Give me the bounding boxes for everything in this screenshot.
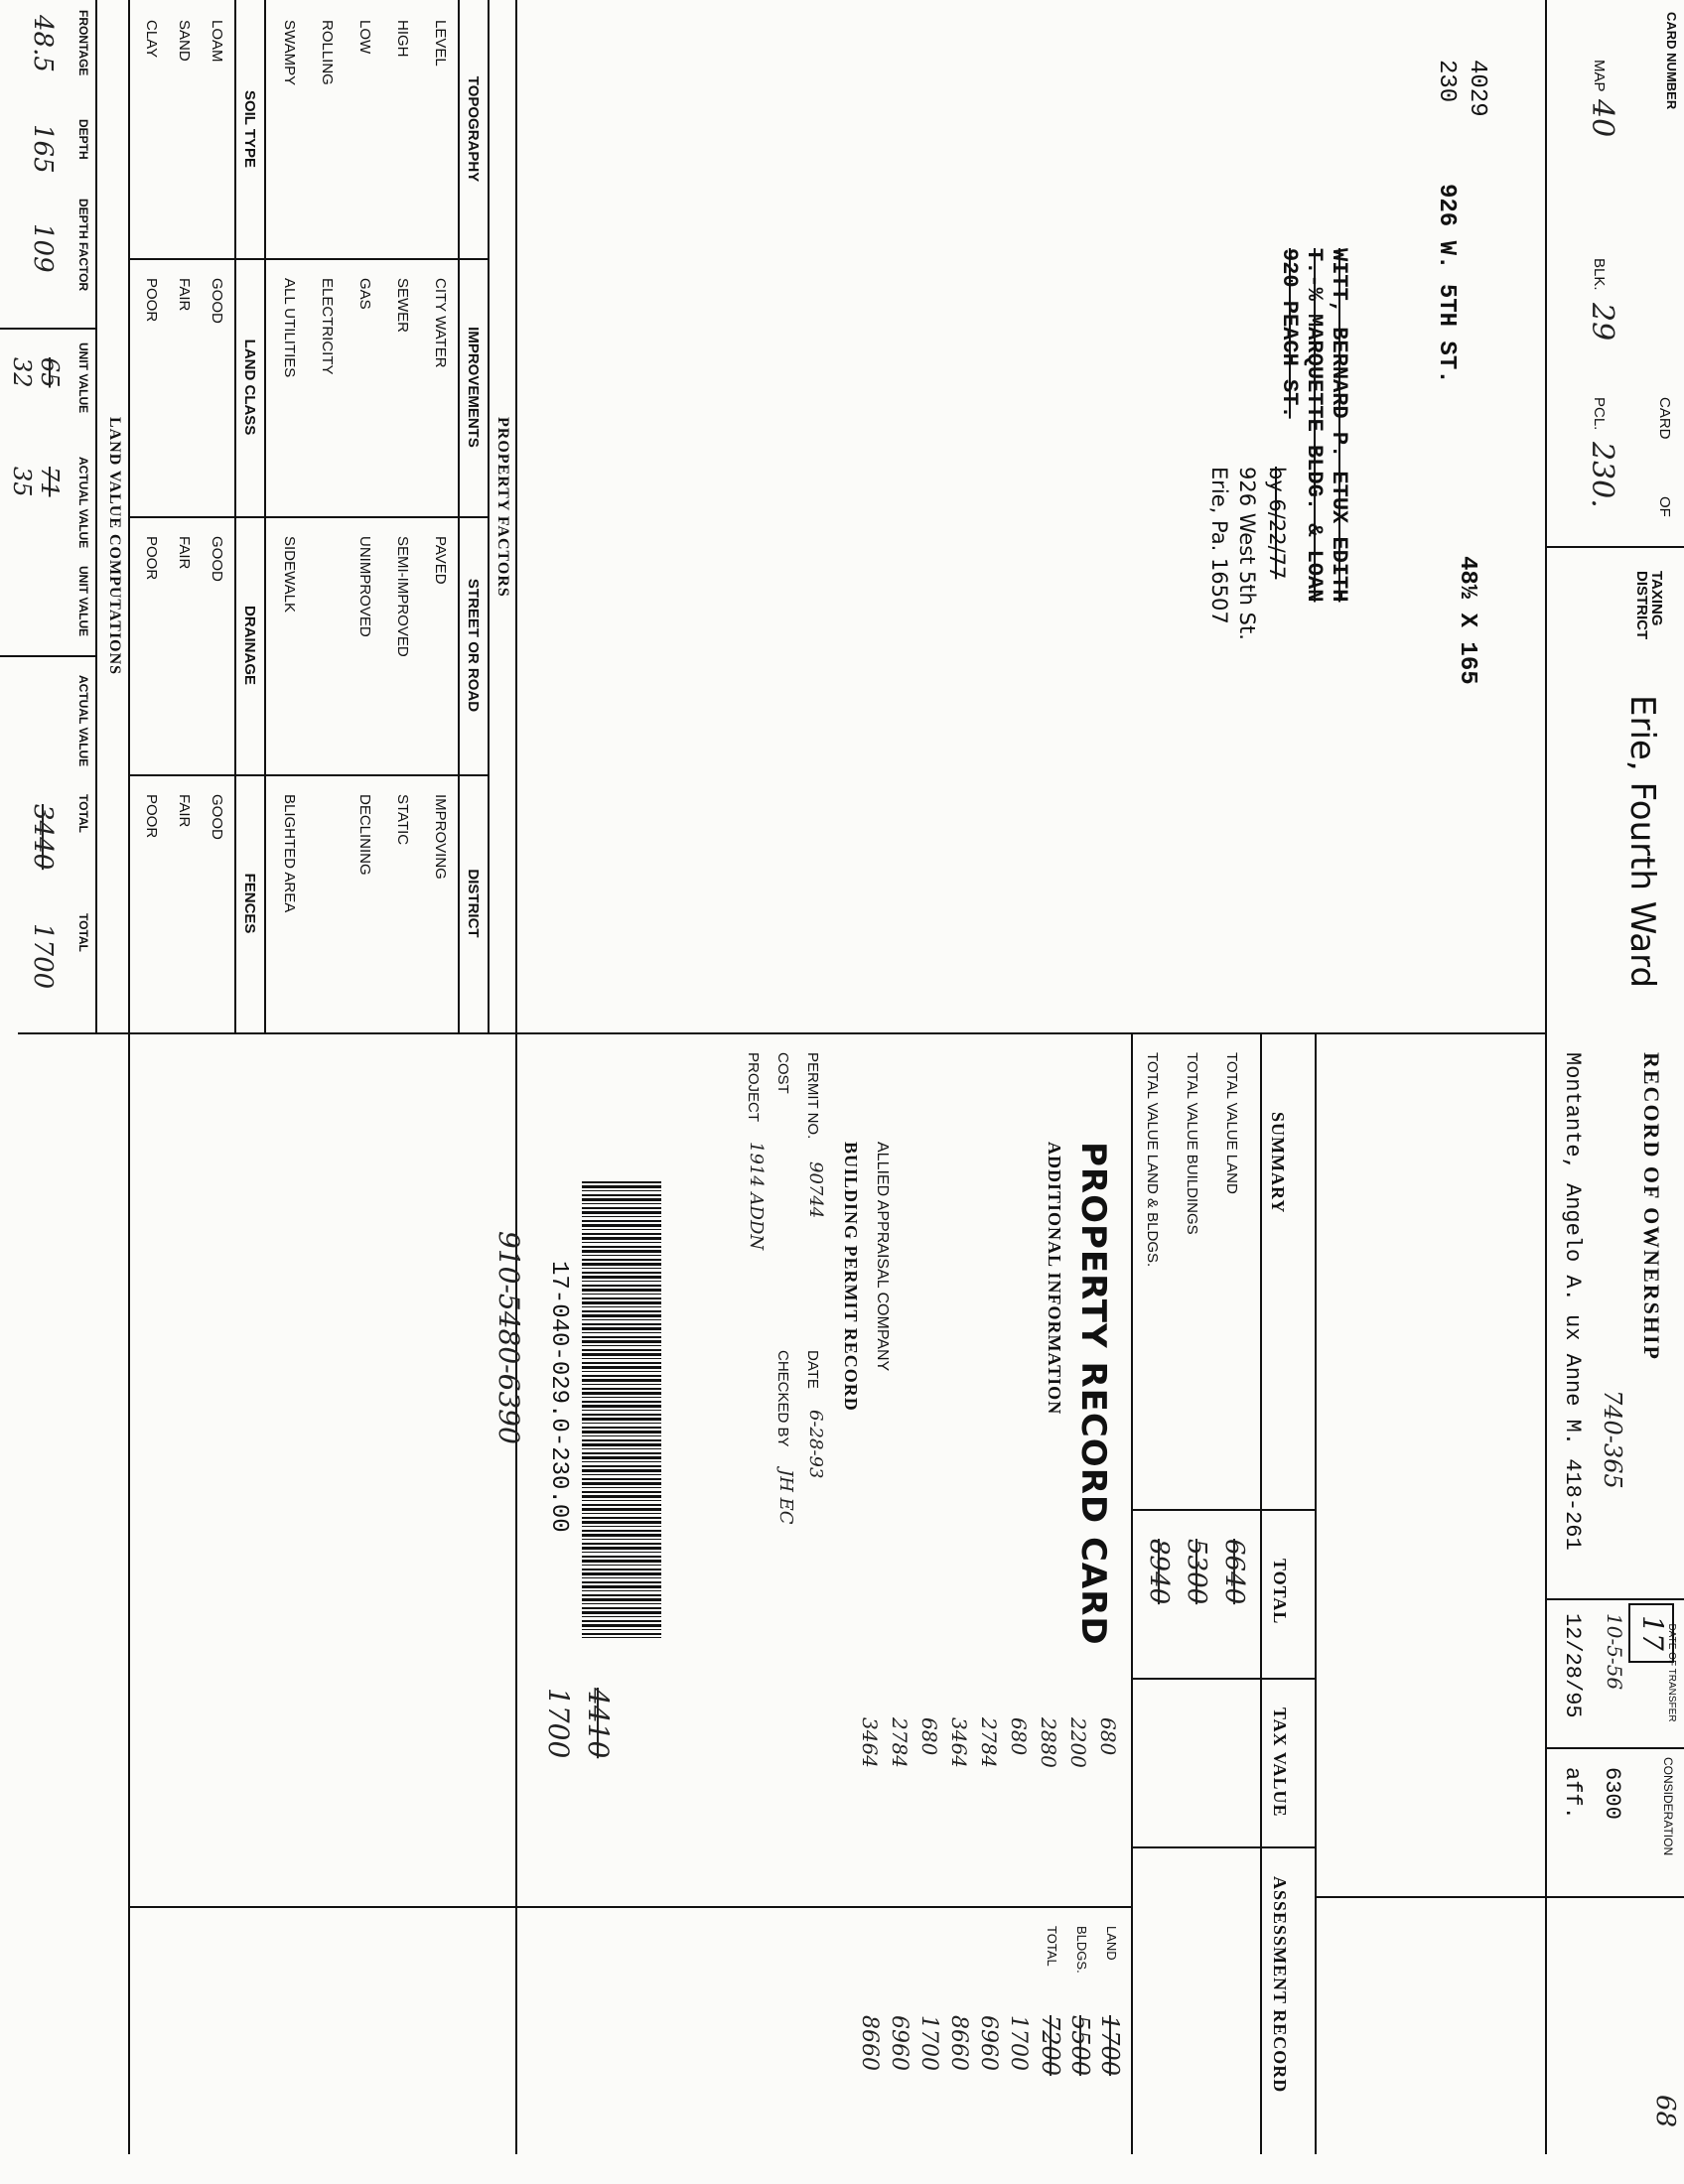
- summary-col-rule: [1133, 1509, 1317, 1511]
- drainage-good: GOOD: [209, 536, 225, 582]
- summary-title: SUMMARY: [1268, 1112, 1288, 1214]
- fences-good: GOOD: [209, 794, 225, 840]
- lv-header-unit-value-2: UNIT VALUE: [76, 566, 90, 637]
- taxing-district-label: TAXING DISTRICT: [1633, 571, 1665, 640]
- checked-by-label: CHECKED BY: [774, 1350, 791, 1447]
- fences-fair: FAIR: [176, 794, 193, 828]
- soil-clay: CLAY: [143, 20, 160, 59]
- lv-header-actual-value-1: ACTUAL VALUE: [76, 457, 90, 549]
- lot-dimensions: 48½ X 165: [1454, 556, 1480, 685]
- assess-label-bldgs: BLDGS.: [1074, 1926, 1089, 1974]
- imp-all-utilities: ALL UTILITIES: [281, 278, 298, 378]
- assess-struck-1: 1700: [1096, 2015, 1124, 2077]
- ownership-title: RECORD OF OWNERSHIP: [1639, 1052, 1664, 1361]
- lv-header-unit-value-1: UNIT VALUE: [76, 342, 90, 414]
- imp-gas: GAS: [356, 278, 373, 310]
- barcode: [582, 1181, 661, 1638]
- soil-loam: LOAM: [209, 20, 225, 63]
- card-label: CARD: [1656, 397, 1673, 440]
- land-class-header: LAND CLASS: [241, 339, 258, 436]
- topo-swampy: SWAMPY: [281, 20, 298, 86]
- consideration-1: 6300: [1600, 1767, 1624, 1820]
- summary-bldgs-struck: 5300: [1182, 1539, 1211, 1605]
- permit-title: BUILDING PERMIT RECORD: [841, 1142, 861, 1412]
- prior-owner-1: WITT, BERNARD P. ETUX EDITH: [1327, 248, 1351, 603]
- street-semi-improved: SEMI-IMPROVED: [394, 536, 411, 657]
- lv-unit-value-2: 32: [8, 357, 36, 388]
- lv-actual-value-2: 35: [8, 467, 36, 497]
- transfer-date-2: 12/28/95: [1560, 1613, 1585, 1718]
- tax-value-3: 2880: [1037, 1717, 1060, 1768]
- street-unimproved: UNIMPROVED: [356, 536, 373, 637]
- permit-top-rule: [515, 1032, 517, 2154]
- drainage-header: DRAINAGE: [241, 605, 258, 685]
- ownership-consideration-rule: [1547, 1747, 1684, 1749]
- imp-electricity: ELECTRICITY: [319, 278, 336, 375]
- assess-value-bldgs-1: 6960: [976, 2015, 1001, 2071]
- lv-header-depth: DEPTH: [76, 119, 90, 160]
- summary-row-buildings: TOTAL VALUE BUILDINGS: [1184, 1052, 1200, 1235]
- date-value: 6-28-93: [805, 1410, 826, 1479]
- new-note-3: Erie, Pa. 16507: [1207, 467, 1231, 624]
- corner-number: 68: [1650, 2095, 1680, 2128]
- land-class-fair: FAIR: [176, 278, 193, 312]
- blk-value: 29: [1585, 303, 1619, 341]
- parcel-line-2: 230: [1433, 60, 1460, 103]
- lv-total-old: 3440: [28, 804, 58, 871]
- prior-owner-2: T.-% MARQUETTE BLDG. & LOAN: [1302, 248, 1327, 603]
- assess-value-land-2: 1700: [916, 2015, 941, 2071]
- lv-total-new: 1700: [28, 923, 58, 990]
- barcode-text: 17-040-029.0-230.00: [545, 1261, 572, 1533]
- soil-type-header: SOIL TYPE: [241, 89, 258, 169]
- permit-bottom-rule: [128, 1032, 130, 2154]
- total-land-value-new: 1700: [542, 1688, 575, 1759]
- cost-label: COST: [774, 1052, 791, 1094]
- lv-header-total-2: TOTAL: [76, 913, 90, 952]
- imp-city-water: CITY WATER: [432, 278, 449, 368]
- topography-header: TOPOGRAPHY: [465, 75, 482, 183]
- map-label: MAP: [1591, 60, 1608, 92]
- summary-total-struck: 8940: [1144, 1539, 1174, 1605]
- fences-header: FENCES: [241, 873, 258, 934]
- lv-depth-factor: 109: [28, 223, 58, 273]
- land-col-rule-2: [0, 655, 97, 657]
- of-label: OF: [1656, 496, 1673, 517]
- assess-label-total: TOTAL: [1045, 1926, 1059, 1967]
- consideration-label: CONSIDERATION: [1661, 1757, 1675, 1856]
- lv-actual-value-1: 71: [36, 467, 64, 497]
- project-label: PROJECT: [745, 1052, 762, 1123]
- drainage-poor: POOR: [143, 536, 160, 581]
- lv-header-frontage: FRONTAGE: [76, 10, 90, 76]
- pcl-label: PCL.: [1591, 397, 1608, 431]
- lv-header-actual-value-2: ACTUAL VALUE: [76, 675, 90, 767]
- map-value: 40: [1585, 99, 1619, 138]
- permit-no-value: 90744: [805, 1161, 826, 1219]
- date-label: DATE: [804, 1350, 821, 1389]
- improvements-header: IMPROVEMENTS: [465, 327, 482, 448]
- tax-value-4: 680: [1007, 1717, 1031, 1756]
- topo-rolling: ROLLING: [319, 20, 336, 85]
- imp-sewer: SEWER: [394, 278, 411, 334]
- summary-header-rule: [1260, 1032, 1262, 2154]
- transfer-date-1: 10-5-56: [1603, 1613, 1626, 1691]
- factors-title: PROPERTY FACTORS: [494, 417, 511, 598]
- soil-sand: SAND: [176, 20, 193, 62]
- lv-header-total-1: TOTAL: [76, 794, 90, 833]
- card-title: PROPERTY RECORD CARD: [1073, 1142, 1113, 1646]
- owner-name: Montante, Angelo A. ux Anne M. 418-261: [1560, 1052, 1585, 1551]
- land-value-title: LAND VALUE COMPUTATIONS: [106, 417, 123, 676]
- tax-value-5: 2784: [977, 1717, 1001, 1768]
- assess-value-bldgs-2: 6960: [887, 2015, 912, 2071]
- total-land-value-old: 4410: [582, 1688, 615, 1759]
- district-blighted: BLIGHTED AREA: [281, 794, 298, 913]
- land-value-header-rule: [95, 0, 97, 1032]
- additional-information: ADDITIONAL INFORMATION: [1045, 1142, 1064, 1416]
- factors-col-rule-3: [130, 774, 490, 776]
- lv-header-depth-factor: DEPTH FACTOR: [76, 199, 90, 292]
- lv-unit-value-1: 65: [36, 357, 64, 388]
- property-address: 926 W. 5TH ST.: [1433, 184, 1460, 384]
- drainage-fair: FAIR: [176, 536, 193, 570]
- factors-col-rule-1: [130, 258, 490, 260]
- assess-label-land: LAND: [1104, 1926, 1119, 1961]
- ownership-tax-rule: [1317, 1896, 1684, 1898]
- summary-row-land: TOTAL VALUE LAND: [1223, 1052, 1240, 1194]
- land-col-rule-1: [0, 328, 97, 330]
- assess-value-total-1: 8660: [946, 2015, 971, 2071]
- street-header: STREET OR ROAD: [465, 578, 482, 713]
- summary-total-header: TOTAL: [1270, 1559, 1290, 1625]
- district-static: STATIC: [394, 794, 411, 846]
- assess-value-land-1: 1700: [1006, 2015, 1031, 2071]
- tax-value-header: TAX VALUE: [1270, 1707, 1290, 1818]
- assess-struck-3: 7200: [1037, 2015, 1064, 2077]
- factors-top-rule: [515, 0, 517, 1032]
- header-rule: [1545, 0, 1547, 2154]
- new-note-1: by 6/22/77: [1265, 467, 1289, 580]
- left-panel-rule: [18, 1032, 1547, 1034]
- header-divider: [1547, 546, 1684, 548]
- land-class-poor: POOR: [143, 278, 160, 323]
- topo-low: LOW: [356, 20, 373, 55]
- new-note-2: 926 West 5th St.: [1235, 467, 1259, 640]
- district-improving: IMPROVING: [432, 794, 449, 880]
- tax-value-6: 3464: [947, 1717, 971, 1768]
- deed-reference: 740-365: [1599, 1390, 1626, 1489]
- district-declining: DECLINING: [356, 794, 373, 876]
- blk-label: BLK.: [1591, 258, 1608, 291]
- allied-appraisal: ALLIED APPRAISAL COMPANY: [874, 1142, 891, 1372]
- district-box: 17: [1628, 1603, 1674, 1663]
- tax-value-1: 680: [1096, 1717, 1120, 1756]
- assess-struck-2: 5500: [1066, 2015, 1094, 2077]
- assess-col-rule: [1133, 1846, 1317, 1848]
- assessment-title: ASSESSMENT RECORD: [1270, 1876, 1290, 2094]
- tax-value-8: 2784: [888, 1717, 912, 1768]
- card-number-label: CARD NUMBER: [1664, 12, 1679, 110]
- land-class-good: GOOD: [209, 278, 225, 324]
- topo-level: LEVEL: [432, 20, 449, 67]
- checked-by-value: JH EC: [775, 1469, 796, 1525]
- taxing-district-value: Erie, Fourth Ward: [1622, 695, 1662, 989]
- ownership-date-rule: [1547, 1598, 1684, 1600]
- lv-depth: 165: [28, 124, 58, 174]
- street-sidewalk: SIDEWALK: [281, 536, 298, 613]
- tax-value-7: 680: [917, 1717, 941, 1756]
- district-header: DISTRICT: [465, 869, 482, 938]
- fences-poor: POOR: [143, 794, 160, 839]
- street-paved: PAVED: [432, 536, 449, 585]
- summary-bottom-rule: [1131, 1032, 1133, 2154]
- tax-col-rule: [1133, 1678, 1317, 1680]
- summary-top-rule: [1315, 1032, 1317, 2154]
- parcel-line-1: 4029: [1464, 60, 1490, 117]
- summary-land-struck: 6640: [1219, 1539, 1249, 1605]
- tax-value-2: 2200: [1066, 1717, 1090, 1768]
- date-of-transfer-label: DATE OF TRANSFER: [1666, 1623, 1677, 1722]
- topo-high: HIGH: [394, 20, 411, 58]
- lv-frontage: 48.5: [28, 15, 58, 72]
- consideration-2: aff.: [1560, 1767, 1585, 1820]
- summary-row-total: TOTAL VALUE LAND & BLDGS.: [1144, 1052, 1161, 1268]
- permit-no-label: PERMIT NO.: [804, 1052, 821, 1140]
- factors-col-rule-2: [130, 516, 490, 518]
- prior-owner-3: 920 PEACH ST.: [1277, 248, 1302, 419]
- assessment-col-rule: [130, 1906, 1133, 1908]
- handwritten-parcel: 910-5480-6390: [492, 1231, 525, 1444]
- pcl-value: 230.: [1585, 442, 1619, 508]
- tax-value-9: 3464: [858, 1717, 882, 1768]
- assess-value-total-2: 8660: [857, 2015, 882, 2071]
- project-value: 1914 ADDN: [746, 1142, 767, 1251]
